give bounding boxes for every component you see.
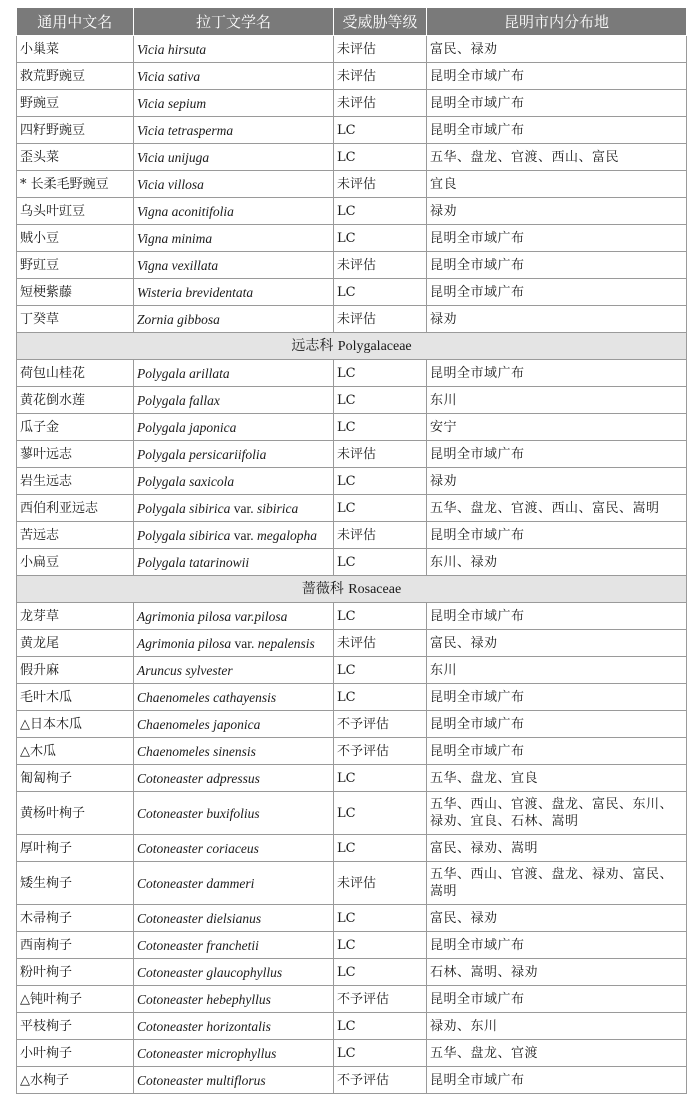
threat-level-cell: 未评估	[334, 522, 427, 549]
threat-level-cell: 未评估	[334, 630, 427, 657]
distribution-cell: 禄劝	[427, 306, 687, 333]
distribution-cell: 富民、禄劝	[427, 36, 687, 63]
latin-binomial: Vicia tetrasperma	[137, 122, 234, 138]
latin-infraspecific: nepalensis	[257, 635, 315, 651]
table-row	[17, 90, 687, 117]
latin-binomial: Vigna minima	[137, 230, 213, 246]
table-row	[17, 711, 687, 738]
latin-name-cell	[134, 468, 334, 495]
latin-binomial: Vicia villosa	[137, 176, 204, 192]
latin-name-cell	[134, 1013, 334, 1040]
threat-level-cell: LC	[334, 198, 427, 225]
chinese-name-cell: 毛叶木瓜	[17, 684, 134, 711]
chinese-name-cell: 短梗紫藤	[17, 279, 134, 306]
table-row	[17, 252, 687, 279]
threat-level-cell: 未评估	[334, 36, 427, 63]
distribution-cell: 禄劝	[427, 468, 687, 495]
distribution-cell: 石林、嵩明、禄劝	[427, 959, 687, 986]
chinese-name-cell: 西伯利亚远志	[17, 495, 134, 522]
chinese-name-cell: 小扁豆	[17, 549, 134, 576]
threat-level-cell: LC	[334, 765, 427, 792]
latin-binomial: Cotoneaster adpressus	[137, 770, 260, 786]
threat-level-cell: LC	[334, 144, 427, 171]
table-row	[17, 414, 687, 441]
chinese-name-cell: 救荒野豌豆	[17, 63, 134, 90]
latin-binomial: Vigna vexillata	[137, 257, 219, 273]
distribution-cell: 昆明全市域广布	[427, 360, 687, 387]
table-row	[17, 765, 687, 792]
threat-level-cell: LC	[334, 1013, 427, 1040]
table-row	[17, 144, 687, 171]
chinese-name-cell: 苦远志	[17, 522, 134, 549]
latin-name-cell	[134, 225, 334, 252]
latin-rank: var.	[233, 500, 254, 516]
distribution-cell: 五华、盘龙、官渡	[427, 1040, 687, 1067]
threat-level-cell: 不予评估	[334, 711, 427, 738]
latin-name-cell	[134, 959, 334, 986]
threat-level-cell: 不予评估	[334, 738, 427, 765]
chinese-name-cell: △木瓜	[17, 738, 134, 765]
table-row	[17, 1067, 687, 1094]
latin-binomial: Polygala saxicola	[137, 473, 235, 489]
latin-binomial: Vicia hirsuta	[137, 41, 207, 57]
latin-name-cell	[134, 414, 334, 441]
distribution-cell: 安宁	[427, 414, 687, 441]
latin-binomial: Chaenomeles japonica	[137, 716, 261, 732]
chinese-name-cell: 黄龙尾	[17, 630, 134, 657]
threat-level-cell: 未评估	[334, 90, 427, 117]
latin-name-cell	[134, 522, 334, 549]
chinese-name-cell: 野豌豆	[17, 90, 134, 117]
threat-level-cell: LC	[334, 603, 427, 630]
latin-binomial: Aruncus sylvester	[137, 662, 233, 678]
latin-binomial: Cotoneaster multiflorus	[137, 1072, 266, 1088]
latin-binomial: Vicia unijuga	[137, 149, 210, 165]
latin-binomial: Vigna aconitifolia	[137, 203, 234, 219]
chinese-name-cell: 小巢菜	[17, 36, 134, 63]
latin-name-cell	[134, 441, 334, 468]
latin-binomial: Cotoneaster coriaceus	[137, 840, 259, 856]
table-row	[17, 959, 687, 986]
threat-level-cell: LC	[334, 279, 427, 306]
latin-binomial: Chaenomeles cathayensis	[137, 689, 277, 705]
distribution-cell: 昆明全市域广布	[427, 441, 687, 468]
threat-level-cell: LC	[334, 495, 427, 522]
chinese-name-cell: 蓼叶远志	[17, 441, 134, 468]
latin-binomial: Cotoneaster hebephyllus	[137, 991, 271, 1007]
latin-binomial: Chaenomeles sinensis	[137, 743, 256, 759]
table-row	[17, 360, 687, 387]
latin-binomial: Polygala sibirica	[137, 527, 231, 543]
threat-level-cell: 未评估	[334, 171, 427, 198]
threat-level-cell: LC	[334, 792, 427, 835]
table-row	[17, 932, 687, 959]
latin-name-cell	[134, 387, 334, 414]
distribution-cell: 富民、禄劝	[427, 630, 687, 657]
threat-level-cell: 未评估	[334, 862, 427, 905]
distribution-cell: 昆明全市域广布	[427, 603, 687, 630]
latin-name-cell	[134, 198, 334, 225]
latin-name-cell	[134, 603, 334, 630]
threat-level-cell: LC	[334, 549, 427, 576]
table-row	[17, 63, 687, 90]
table-row	[17, 117, 687, 144]
chinese-name-cell: 小叶栒子	[17, 1040, 134, 1067]
distribution-cell: 昆明全市域广布	[427, 986, 687, 1013]
chinese-name-cell: 丁癸草	[17, 306, 134, 333]
header-distribution: 昆明市内分布地	[427, 8, 687, 36]
threat-level-cell: LC	[334, 905, 427, 932]
family-name-cell	[17, 576, 687, 603]
chinese-name-cell: △日本木瓜	[17, 711, 134, 738]
latin-name-cell	[134, 711, 334, 738]
chinese-name-cell: 厚叶栒子	[17, 835, 134, 862]
threat-level-cell: LC	[334, 387, 427, 414]
latin-name-cell	[134, 932, 334, 959]
latin-name-cell	[134, 306, 334, 333]
latin-name-cell	[134, 252, 334, 279]
header-threat-level: 受威胁等级	[334, 8, 427, 36]
header-chinese-name: 通用中文名	[17, 8, 134, 36]
latin-binomial: Zornia gibbosa	[137, 311, 220, 327]
latin-binomial: Agrimonia pilosa var.pilosa	[137, 608, 288, 624]
threat-level-cell: LC	[334, 225, 427, 252]
distribution-cell: 昆明全市域广布	[427, 279, 687, 306]
table-row	[17, 495, 687, 522]
distribution-cell: 东川	[427, 657, 687, 684]
chinese-name-cell: △水栒子	[17, 1067, 134, 1094]
threat-level-cell: LC	[334, 684, 427, 711]
latin-binomial: Wisteria brevidentata	[137, 284, 254, 300]
latin-name-cell	[134, 792, 334, 835]
table-row	[17, 549, 687, 576]
table-row	[17, 279, 687, 306]
distribution-cell: 昆明全市域广布	[427, 522, 687, 549]
distribution-cell: 禄劝、东川	[427, 1013, 687, 1040]
table-row	[17, 738, 687, 765]
chinese-name-cell: 乌头叶豇豆	[17, 198, 134, 225]
family-latin-name: Polygalaceae	[337, 338, 412, 354]
chinese-name-cell: 矮生栒子	[17, 862, 134, 905]
table-row	[17, 1013, 687, 1040]
table-row	[17, 36, 687, 63]
threat-level-cell: LC	[334, 657, 427, 684]
latin-infraspecific: sibirica	[257, 500, 299, 516]
table-row	[17, 522, 687, 549]
distribution-cell: 宜良	[427, 171, 687, 198]
distribution-cell: 五华、西山、官渡、盘龙、富民、东川、禄劝、宜良、石林、嵩明	[427, 792, 687, 835]
distribution-cell: 五华、西山、官渡、盘龙、禄劝、富民、嵩明	[427, 862, 687, 905]
chinese-name-cell: * 长柔毛野豌豆	[17, 171, 134, 198]
chinese-name-cell: 四籽野豌豆	[17, 117, 134, 144]
chinese-name-cell: 贼小豆	[17, 225, 134, 252]
table-row	[17, 862, 687, 905]
latin-name-cell	[134, 279, 334, 306]
distribution-cell: 昆明全市域广布	[427, 932, 687, 959]
distribution-cell: 昆明全市域广布	[427, 738, 687, 765]
distribution-cell: 东川、禄劝	[427, 549, 687, 576]
family-chinese-name: 蔷薇科	[301, 580, 344, 597]
chinese-name-cell: 黄花倒水莲	[17, 387, 134, 414]
family-header-row	[17, 333, 687, 360]
threat-level-cell: 不予评估	[334, 1067, 427, 1094]
chinese-name-cell: 歪头菜	[17, 144, 134, 171]
chinese-name-cell: 黄杨叶栒子	[17, 792, 134, 835]
table-row	[17, 1040, 687, 1067]
latin-binomial: Polygala persicariifolia	[137, 446, 267, 462]
latin-rank: var.	[234, 635, 255, 651]
latin-infraspecific: megalopha	[257, 527, 317, 543]
latin-name-cell	[134, 738, 334, 765]
threat-level-cell: 未评估	[334, 63, 427, 90]
distribution-cell: 昆明全市域广布	[427, 252, 687, 279]
latin-binomial: Polygala sibirica	[137, 500, 231, 516]
chinese-name-cell: 平枝栒子	[17, 1013, 134, 1040]
latin-name-cell	[134, 63, 334, 90]
table-row	[17, 468, 687, 495]
chinese-name-cell: 岩生远志	[17, 468, 134, 495]
distribution-cell: 五华、盘龙、宜良	[427, 765, 687, 792]
chinese-name-cell: 瓜子金	[17, 414, 134, 441]
distribution-cell: 五华、盘龙、官渡、西山、富民	[427, 144, 687, 171]
family-chinese-name: 远志科	[291, 337, 334, 354]
table-row	[17, 835, 687, 862]
latin-name-cell	[134, 1067, 334, 1094]
distribution-cell: 禄劝	[427, 198, 687, 225]
latin-binomial: Cotoneaster microphyllus	[137, 1045, 277, 1061]
species-table-container	[16, 8, 686, 1094]
table-row	[17, 171, 687, 198]
latin-binomial: Cotoneaster buxifolius	[137, 805, 260, 821]
threat-level-cell: LC	[334, 1040, 427, 1067]
threat-level-cell: LC	[334, 959, 427, 986]
table-row	[17, 630, 687, 657]
threat-level-cell: LC	[334, 835, 427, 862]
threat-level-cell: 未评估	[334, 306, 427, 333]
table-row	[17, 603, 687, 630]
chinese-name-cell: 西南栒子	[17, 932, 134, 959]
table-row	[17, 905, 687, 932]
latin-name-cell	[134, 862, 334, 905]
table-row	[17, 986, 687, 1013]
latin-name-cell	[134, 90, 334, 117]
threat-level-cell: LC	[334, 117, 427, 144]
latin-binomial: Cotoneaster glaucophyllus	[137, 964, 283, 980]
chinese-name-cell: 荷包山桂花	[17, 360, 134, 387]
chinese-name-cell: △钝叶栒子	[17, 986, 134, 1013]
distribution-cell: 五华、盘龙、官渡、西山、富民、嵩明	[427, 495, 687, 522]
latin-name-cell	[134, 684, 334, 711]
chinese-name-cell: 龙芽草	[17, 603, 134, 630]
chinese-name-cell: 野豇豆	[17, 252, 134, 279]
threat-level-cell: 不予评估	[334, 986, 427, 1013]
chinese-name-cell: 木帚栒子	[17, 905, 134, 932]
latin-name-cell	[134, 835, 334, 862]
latin-binomial: Polygala tatarinowii	[137, 554, 250, 570]
threat-level-cell: LC	[334, 414, 427, 441]
distribution-cell: 昆明全市域广布	[427, 684, 687, 711]
table-row	[17, 441, 687, 468]
latin-binomial: Cotoneaster horizontalis	[137, 1018, 271, 1034]
threat-level-cell: LC	[334, 932, 427, 959]
threat-level-cell: LC	[334, 360, 427, 387]
table-row	[17, 225, 687, 252]
distribution-cell: 昆明全市域广布	[427, 225, 687, 252]
table-body	[17, 36, 687, 1094]
distribution-cell: 昆明全市域广布	[427, 90, 687, 117]
threat-level-cell: LC	[334, 468, 427, 495]
latin-name-cell	[134, 630, 334, 657]
table-row	[17, 387, 687, 414]
table-row	[17, 684, 687, 711]
table-row	[17, 198, 687, 225]
table-row	[17, 792, 687, 835]
distribution-cell: 昆明全市域广布	[427, 63, 687, 90]
latin-rank: var.	[233, 527, 254, 543]
latin-binomial: Polygala fallax	[137, 392, 220, 408]
latin-binomial: Vicia sativa	[137, 68, 201, 84]
latin-name-cell	[134, 986, 334, 1013]
latin-name-cell	[134, 171, 334, 198]
chinese-name-cell: 匍匐栒子	[17, 765, 134, 792]
distribution-cell: 昆明全市域广布	[427, 117, 687, 144]
distribution-cell: 富民、禄劝	[427, 905, 687, 932]
distribution-cell: 昆明全市域广布	[427, 1067, 687, 1094]
latin-binomial: Vicia sepium	[137, 95, 207, 111]
family-name-cell	[17, 333, 687, 360]
species-table	[16, 8, 687, 1094]
latin-name-cell	[134, 657, 334, 684]
table-row	[17, 306, 687, 333]
latin-name-cell	[134, 360, 334, 387]
latin-name-cell	[134, 549, 334, 576]
header-row	[17, 8, 687, 36]
threat-level-cell: 未评估	[334, 441, 427, 468]
family-latin-name: Rosaceae	[348, 581, 402, 597]
threat-level-cell: 未评估	[334, 252, 427, 279]
chinese-name-cell: 粉叶栒子	[17, 959, 134, 986]
latin-name-cell	[134, 1040, 334, 1067]
latin-binomial: Cotoneaster dammeri	[137, 875, 255, 891]
latin-name-cell	[134, 495, 334, 522]
distribution-cell: 富民、禄劝、嵩明	[427, 835, 687, 862]
distribution-cell: 昆明全市域广布	[427, 711, 687, 738]
latin-name-cell	[134, 36, 334, 63]
table-row	[17, 657, 687, 684]
family-header-row	[17, 576, 687, 603]
chinese-name-cell: 假升麻	[17, 657, 134, 684]
latin-binomial: Polygala japonica	[137, 419, 237, 435]
latin-name-cell	[134, 117, 334, 144]
header-latin-name: 拉丁文学名	[134, 8, 334, 36]
latin-name-cell	[134, 144, 334, 171]
latin-name-cell	[134, 765, 334, 792]
latin-binomial: Cotoneaster dielsianus	[137, 910, 262, 926]
latin-binomial: Cotoneaster franchetii	[137, 937, 259, 953]
latin-name-cell	[134, 905, 334, 932]
latin-binomial: Polygala arillata	[137, 365, 230, 381]
distribution-cell: 东川	[427, 387, 687, 414]
latin-binomial: Agrimonia pilosa	[137, 635, 232, 651]
